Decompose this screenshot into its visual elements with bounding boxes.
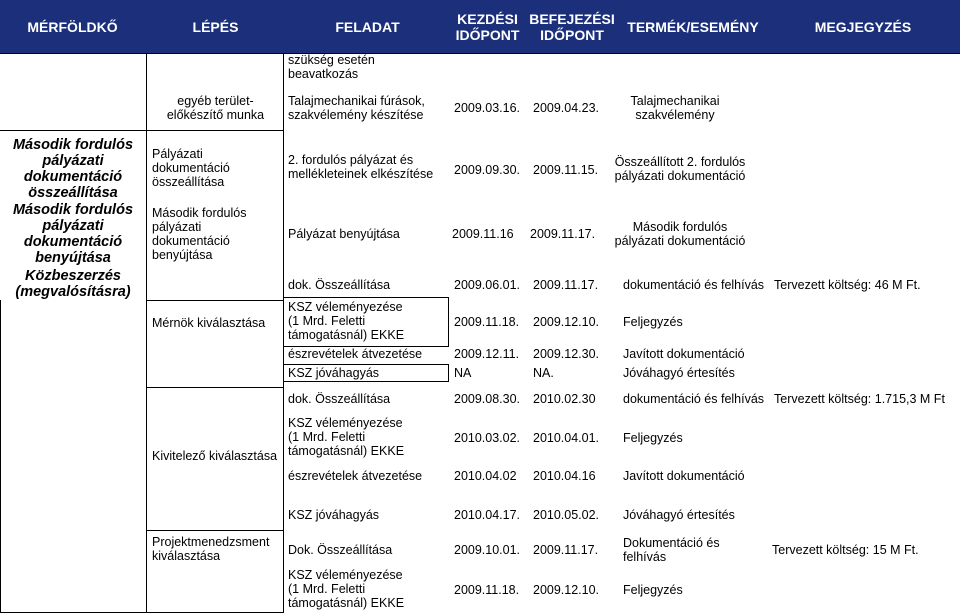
task-text: dok. Összeállítása (288, 392, 391, 406)
start-date: 2009.08.30. (454, 392, 521, 406)
table-header (0, 0, 960, 53)
task-text: észrevételek átvezetése (288, 347, 423, 361)
task-text: KSZ jóváhagyás (288, 366, 380, 380)
task-text: támogatásnál) EKKE (288, 328, 405, 342)
product-text: pályázati dokumentáció (614, 234, 746, 248)
end-date: 2009.11.17. (533, 278, 599, 292)
product-text: Javított dokumentáció (623, 469, 745, 483)
product-text: Feljegyzés (623, 583, 683, 597)
step-text: Kivitelező kiválasztása (152, 449, 278, 463)
milestone-text: dokumentáció (23, 234, 123, 250)
product-text: Talajmechanikai (630, 94, 720, 108)
grid-line (146, 530, 283, 531)
start-date: 2009.11.18. (454, 583, 520, 597)
end-date: 2009.12.30. (533, 347, 600, 361)
note-text: Tervezett költség: 15 M Ft. (772, 543, 919, 557)
start-date: 2009.03.16. (454, 101, 521, 115)
grid-line (146, 300, 283, 301)
milestone-text: dokumentáció (23, 169, 123, 185)
step-text: pályázati (152, 220, 202, 234)
step-text: Pályázati (152, 147, 203, 161)
task-text: mellékleteinek elkészítése (288, 167, 434, 181)
task-text: KSZ véleményezése (288, 416, 403, 430)
start-date: 2010.04.17. (454, 508, 521, 522)
step-text: kiválasztása (152, 549, 221, 563)
task-text: Pályázat benyújtása (288, 227, 400, 241)
product-text: pályázati dokumentáció (614, 169, 746, 183)
header-kezdesi: KEZDÉSI IDŐPONT (455, 10, 520, 43)
step-text: összeállítása (152, 175, 225, 189)
end-date: 2010.05.02. (533, 508, 600, 522)
product-text: Feljegyzés (623, 431, 683, 445)
end-date: 2009.12.10. (533, 583, 600, 597)
header-befejezesi: BEFEJEZÉSI IDŐPONT (529, 10, 615, 43)
step-text: dokumentáció (152, 234, 230, 248)
start-date: NA (454, 366, 472, 380)
step-text: egyéb terület- (177, 94, 254, 108)
task-text: KSZ véleményezése (288, 300, 403, 314)
grid-line (146, 387, 283, 388)
task-text: dok. Összeállítása (288, 278, 391, 292)
milestone-text: benyújtása (35, 250, 111, 266)
milestone-text: Közbeszerzés (25, 268, 121, 284)
product-text: felhívás (623, 550, 667, 564)
note-text: Tervezett költség: 1.715,3 M Ft (774, 392, 945, 406)
product-text: Második fordulós (632, 220, 728, 234)
milestone-text: Második fordulós (12, 202, 134, 218)
start-date: 2010.04.02 (454, 469, 517, 483)
product-text: Javított dokumentáció (623, 347, 745, 361)
step-text: előkészítő munka (166, 108, 265, 122)
grid-line (146, 53, 147, 613)
header-merfoldko: MÉRFÖLDKŐ (27, 18, 118, 35)
task-text: Dok. Összeállítása (288, 543, 393, 557)
product-text: Összeállított 2. fordulós (614, 155, 746, 169)
end-date: NA. (533, 366, 554, 380)
end-date: 2009.04.23. (533, 101, 600, 115)
task-text: támogatásnál) EKKE (288, 444, 405, 458)
start-date: 2009.11.16 (452, 227, 514, 241)
step-text: benyújtása (152, 248, 213, 262)
milestone-text: (megvalósításra) (15, 284, 131, 300)
task-text: Talajmechanikai fúrások, (288, 94, 425, 108)
end-date: 2010.04.01. (533, 431, 600, 445)
task-text: észrevételek átvezetése (288, 469, 423, 483)
product-text: dokumentáció és felhívás (623, 392, 765, 406)
task-text: (1 Mrd. Feletti (288, 314, 366, 328)
start-date: 2009.06.01. (454, 278, 521, 292)
start-date: 2010.03.02. (454, 431, 521, 445)
task-text: szükség esetén (288, 53, 375, 67)
milestone-text: pályázati (42, 218, 104, 234)
grid-line (0, 53, 960, 54)
task-text: KSZ jóváhagyás (288, 508, 380, 522)
product-text: Dokumentáció és (623, 536, 720, 550)
end-date: 2009.11.17. (530, 227, 596, 241)
task-text: szakvélemény készítése (288, 108, 424, 122)
end-date: 2009.12.10. (533, 315, 600, 329)
step-text: Mérnök kiválasztása (152, 316, 266, 330)
header-termek: TERMÉK/ESEMÉNY (627, 18, 759, 35)
end-date: 2009.11.15. (533, 163, 599, 177)
task-text: KSZ véleményezése (288, 568, 403, 582)
product-text: Jóváhagyó értesítés (623, 508, 735, 522)
grid-line (0, 130, 283, 131)
header-megjegyzes: MEGJEGYZÉS (814, 18, 912, 35)
task-text: beavatkozás (288, 67, 359, 81)
step-text: Projektmenedzsment (152, 535, 270, 549)
product-text: szakvélemény (635, 108, 715, 122)
start-date: 2009.09.30. (454, 163, 521, 177)
start-date: 2009.10.01. (454, 543, 521, 557)
header-lepes: LÉPÉS (192, 18, 239, 35)
milestone-text: pályázati (42, 153, 104, 169)
task-text: (1 Mrd. Feletti (288, 430, 366, 444)
grid-line (0, 300, 1, 613)
task-text: 2. fordulós pályázat és (288, 153, 414, 167)
header-feladat: FELADAT (335, 18, 400, 35)
end-date: 2009.11.17. (533, 543, 599, 557)
product-text: Jóváhagyó értesítés (623, 366, 735, 380)
note-text: Tervezett költség: 46 M Ft. (774, 278, 921, 292)
task-text: (1 Mrd. Feletti (288, 582, 366, 596)
product-text: Feljegyzés (623, 315, 683, 329)
milestone-text: Második fordulós (12, 137, 134, 153)
milestone-text: összeállítása (28, 185, 118, 201)
step-text: Második fordulós (152, 206, 247, 220)
step-text: dokumentáció (152, 161, 230, 175)
end-date: 2010.04.16 (533, 469, 596, 483)
start-date: 2009.12.11. (454, 347, 520, 361)
task-text: támogatásnál) EKKE (288, 596, 405, 610)
start-date: 2009.11.18. (454, 315, 520, 329)
end-date: 2010.02.30 (533, 392, 596, 406)
product-text: dokumentáció és felhívás (623, 278, 765, 292)
